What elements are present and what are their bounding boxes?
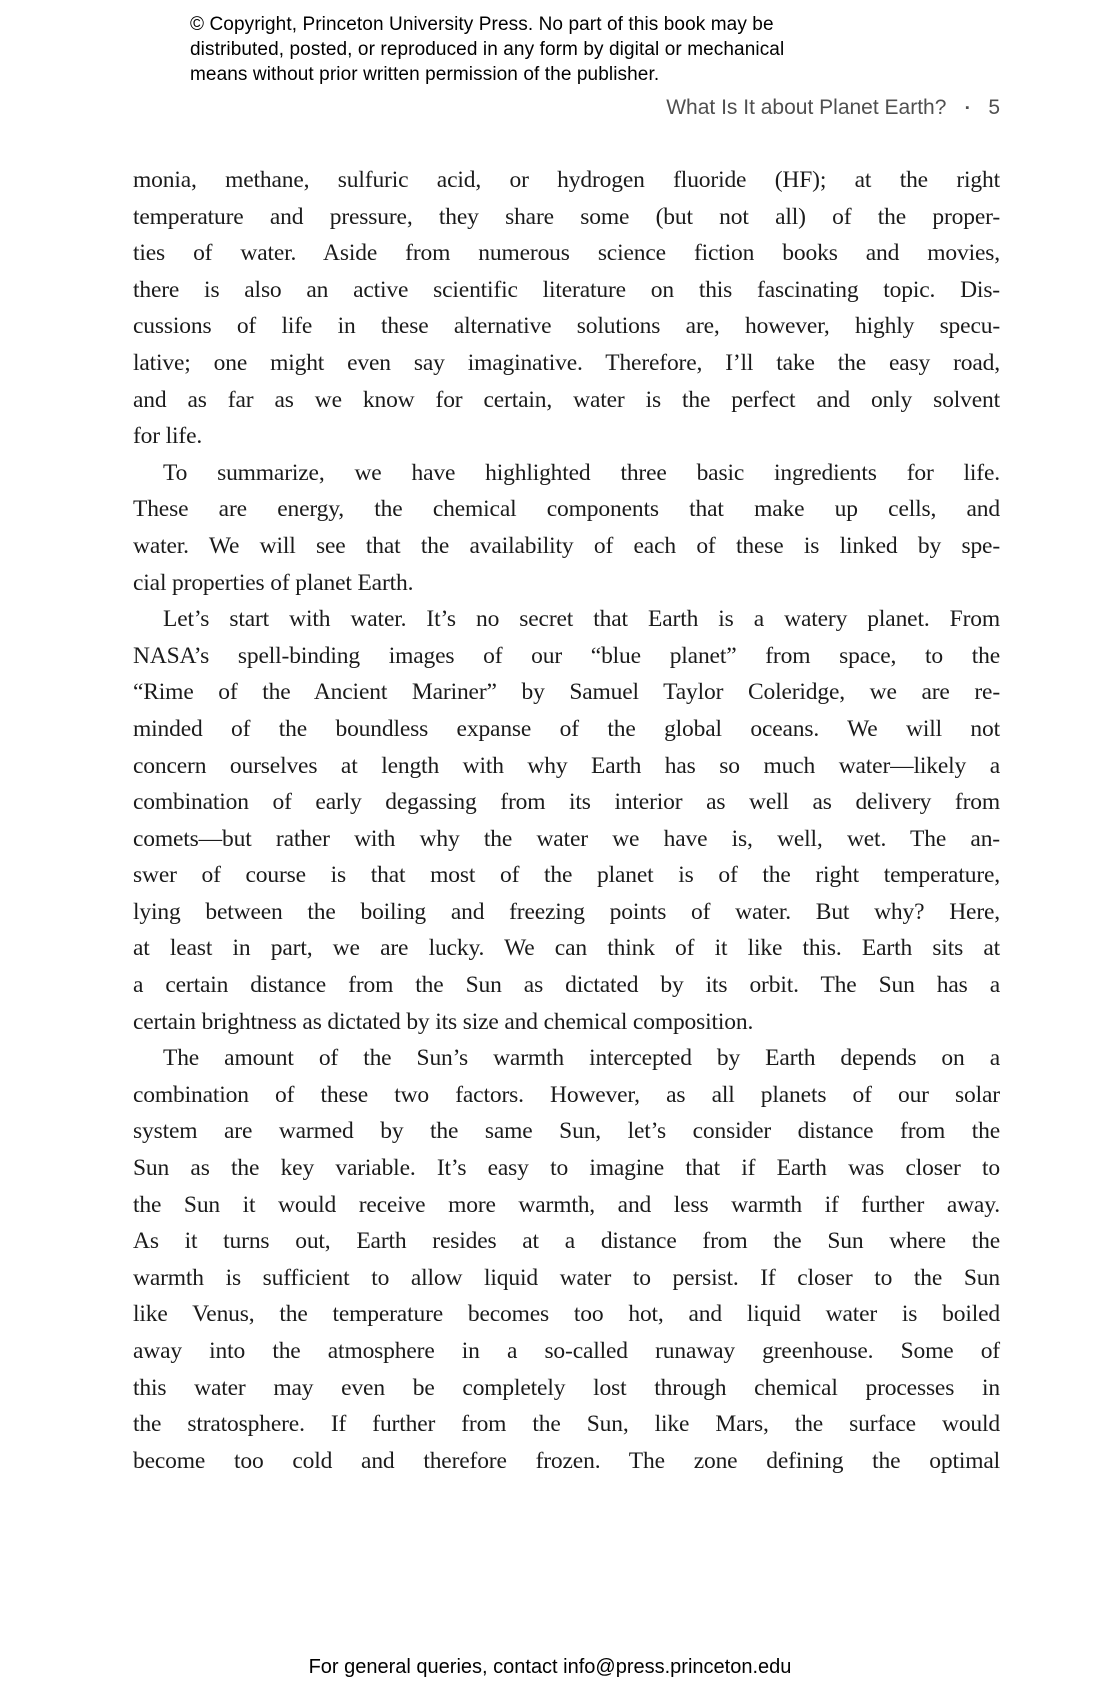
text-line: the Sun it would receive more warmth, and less warmth if further away. — [133, 1191, 1000, 1218]
text-line: like Venus, the temperature becomes too hot, and liquid water is boiled — [133, 1301, 1000, 1328]
text-line: lative; one might even say imaginative. Therefore, I’ll take the easy road, — [133, 349, 1000, 376]
copyright-notice — [190, 12, 784, 87]
text-line: at least in part, we are lucky. We can think of it like this. Earth sits at — [133, 935, 1000, 962]
copyright-line-2: distributed, posted, or reproduced in any form by digital or mechanical — [190, 39, 785, 60]
text-line: swer of course is that most of the planet is of the right temperature, — [133, 862, 1000, 889]
text-line: away into the atmosphere in a so-called runaway greenhouse. Some of — [133, 1338, 1000, 1364]
text-line: To summarize, we have highlighted three basic ingredients for life. — [163, 459, 1000, 486]
running-head-title: What Is It about Planet Earth? — [666, 96, 947, 119]
text-line: lying between the boiling and freezing points of water. But why? Here, — [133, 898, 1000, 925]
body-text — [133, 162, 1000, 1479]
text-line: concern ourselves at length with why Earth has so much water—likely a — [133, 752, 1000, 779]
text-line: These are energy, the chemical components that make up cells, and — [133, 496, 1000, 523]
text-line: The amount of the Sun’s warmth intercepted by Earth depends on a — [163, 1045, 1000, 1072]
text-line: Let’s start with water. It’s no secret that Earth is a watery planet. From — [163, 606, 1000, 633]
text-line: cussions of life in these alternative solutions are, however, highly specu- — [133, 313, 1000, 340]
text-line: minded of the boundless expanse of the global oceans. We will not — [133, 715, 1000, 742]
text-line: temperature and pressure, they share some (but not all) of the proper- — [133, 203, 1000, 230]
text-line: water. We will see that the availability of each of these is linked by spe- — [133, 532, 1000, 559]
text-line: NASA’s spell-binding images of our “blue planet” from space, to the — [133, 642, 1000, 669]
text-line: a certain distance from the Sun as dictated by its orbit. The Sun has a — [133, 972, 1000, 999]
copyright-line-1: © Copyright, Princeton University Press. No part of this book may be — [190, 14, 774, 35]
running-head — [133, 96, 1000, 120]
square-bullet-icon: ▪ — [965, 102, 970, 114]
text-line: cial properties of planet Earth. — [133, 569, 414, 596]
text-line: warmth is sufficient to allow liquid water to persist. If closer to the Sun — [133, 1264, 1000, 1291]
copyright-line-3: means without prior written permission of the publisher. — [190, 64, 660, 85]
text-line: As it turns out, Earth resides at a distance from the Sun where the — [133, 1228, 1000, 1255]
text-line: Sun as the key variable. It’s easy to imagine that if Earth was closer to — [133, 1155, 1000, 1182]
footer-contact-line: For general queries, contact info@press.princeton.edu — [308, 1656, 792, 1678]
text-line: combination of early degassing from its interior as well as delivery from — [133, 789, 1000, 816]
text-line: monia, methane, sulfuric acid, or hydrogen fluoride (HF); at the right — [133, 167, 1000, 193]
text-line: certain brightness as dictated by its size and chemical composition. — [133, 1008, 754, 1035]
text-line: comets—but rather with why the water we have is, well, wet. The an- — [133, 825, 1000, 852]
text-line: and as far as we know for certain, water is the perfect and only solvent — [133, 386, 1000, 413]
text-line: there is also an active scientific literature on this fascinating topic. Dis- — [133, 276, 1000, 303]
text-line: “Rime of the Ancient Mariner” by Samuel Taylor Coleridge, we are re- — [133, 679, 1000, 706]
text-line: become too cold and therefore frozen. The zone defining the optimal — [133, 1447, 1000, 1474]
text-line: for life. — [133, 423, 203, 450]
text-line: combination of these two factors. However, as all planets of our solar — [133, 1081, 1000, 1108]
text-line: the stratosphere. If further from the Sun, like Mars, the surface would — [133, 1411, 1000, 1438]
text-line: system are warmed by the same Sun, let’s consider distance from the — [133, 1118, 1000, 1145]
page-number: 5 — [988, 96, 1000, 119]
text-line: ties of water. Aside from numerous science fiction books and movies, — [133, 240, 1000, 267]
text-line: this water may even be completely lost through chemical processes in — [133, 1374, 1000, 1401]
